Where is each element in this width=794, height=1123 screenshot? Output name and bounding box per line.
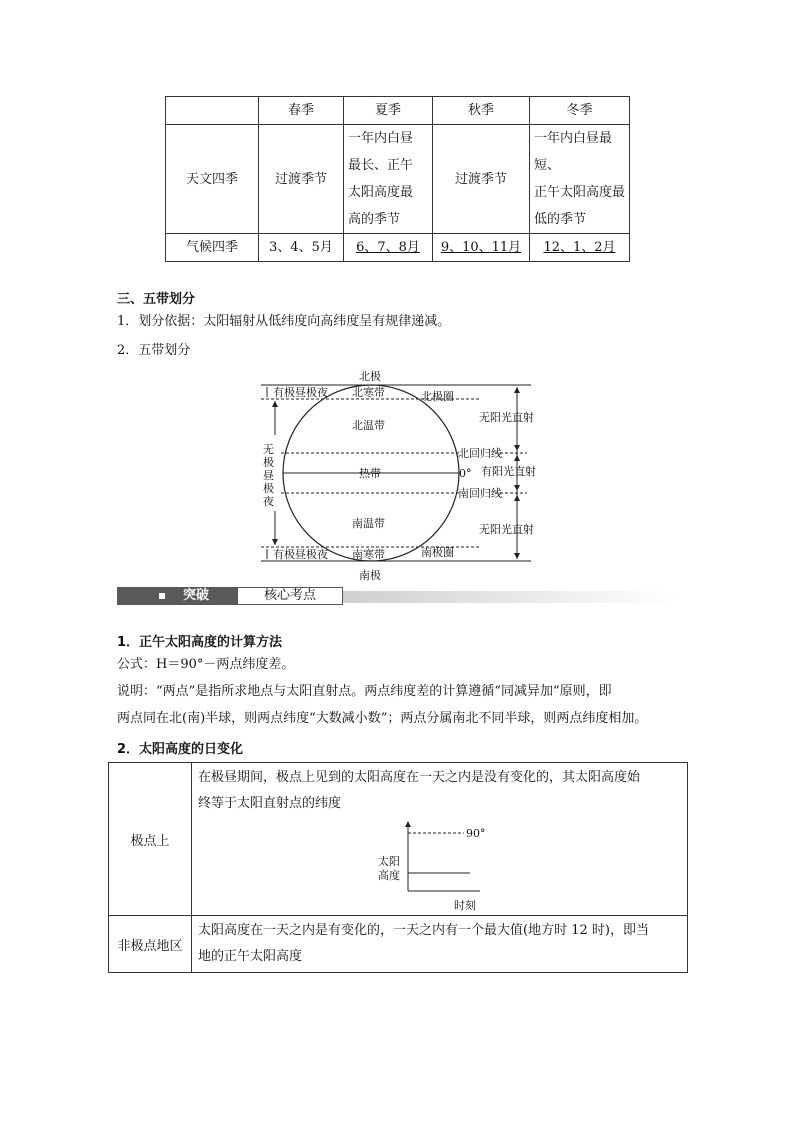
section3-item2: 2．五带划分 — [117, 343, 191, 358]
south-temperate-label: 南温带 — [352, 517, 385, 530]
climate-autumn-text: 9、10、11月 — [440, 240, 522, 255]
right-arrow-cancer-down — [514, 445, 520, 451]
climate-winter — [530, 234, 630, 262]
tropic-cancer-label: 北回归线 — [458, 447, 502, 460]
no-direct-north-label: 无阳光直射 — [479, 411, 534, 424]
astro-summer-line: 一年内白昼 — [348, 131, 414, 146]
tropic-zone-label: 热带 — [359, 467, 381, 480]
graph-ylabel-1: 太阳 — [378, 855, 400, 868]
south-pole-label: 南极 — [359, 569, 381, 582]
astro-label: 天文四季 — [166, 125, 259, 234]
climate-summer-text: 6、7、8月 — [356, 240, 420, 255]
tropic-capricorn-label: 南回归线 — [458, 487, 502, 500]
climate-summer — [344, 234, 433, 262]
astro-summer-line: 太阳高度最 — [348, 185, 414, 200]
core-note-line2: 两点同在北(南)半球，则两点纬度“大数减小数”；两点分属南北不同半球，则两点纬度相加。 — [117, 711, 648, 726]
graph-ylabel-2: 高度 — [378, 869, 400, 882]
south-polar-day-night-label: 有极昼极夜 — [273, 548, 328, 561]
header-autumn: 秋季 — [433, 97, 530, 125]
section3-item1: 1．划分依据：太阳辐射从低纬度向高纬度呈有规律递减。 — [117, 314, 451, 329]
arrowhead-down — [272, 539, 278, 545]
pole-text-line2: 终等于太阳直射点的纬度 — [198, 796, 342, 811]
right-arrow-capricorn-up — [514, 495, 520, 501]
right-arrow-top — [514, 387, 520, 393]
equator-degree-label: 0° — [459, 467, 472, 480]
arrowhead-up — [272, 401, 278, 407]
no-polar-char: 极 — [263, 482, 274, 495]
astro-winter-line: 一年内白昼最短、 — [534, 131, 613, 173]
right-arrow-bottom — [514, 553, 520, 559]
north-temperate-label: 北温带 — [352, 419, 385, 432]
section-band — [117, 587, 677, 607]
astro-seasons-row — [166, 125, 630, 234]
right-arrow-capricorn-down — [514, 485, 520, 491]
seasons-table — [165, 96, 630, 262]
core-item2-title: 2．太阳高度的日变化 — [117, 742, 244, 757]
climate-autumn — [433, 234, 530, 262]
north-frigid-label: 北寒带 — [352, 386, 385, 399]
altitude-row-nonpole — [109, 916, 688, 973]
graph-xlabel: 时刻 — [454, 899, 476, 912]
five-zones-diagram — [255, 365, 555, 583]
pole-altitude-graph — [378, 817, 518, 913]
section3-title: 三、五带划分 — [117, 292, 196, 307]
no-polar-char: 夜 — [263, 495, 274, 508]
pole-label: 极点上 — [109, 763, 192, 916]
seasons-header-row — [166, 97, 630, 125]
header-spring: 春季 — [259, 97, 344, 125]
right-arrow-cancer-up — [514, 455, 520, 461]
no-polar-char: 极 — [263, 456, 274, 469]
climate-winter-text: 12、1、2月 — [543, 240, 616, 255]
antarctic-circle-label: 南极圈 — [421, 546, 454, 559]
climate-label: 气候四季 — [166, 234, 259, 262]
graph-90-label: 90° — [466, 827, 486, 840]
astro-winter-line: 低的季节 — [534, 212, 587, 227]
core-note-line1: 说明：“两点”是指所求地点与太阳直射点。两点纬度差的计算遵循“同减异加”原则，即 — [117, 684, 612, 699]
header-empty-cell — [166, 97, 259, 125]
north-pole-label: 北极 — [359, 370, 381, 383]
header-summer: 夏季 — [344, 97, 433, 125]
no-direct-south-label: 无阳光直射 — [479, 523, 534, 536]
astro-summer — [344, 125, 433, 234]
climate-spring: 3、4、5月 — [259, 234, 344, 262]
header-winter: 冬季 — [530, 97, 630, 125]
core-formula: 公式：H＝90°－两点纬度差。 — [117, 657, 295, 672]
band-left-text: 突破 — [183, 588, 210, 603]
nonpole-label: 非极点地区 — [109, 916, 192, 973]
nonpole-text-line2: 地的正午太阳高度 — [198, 949, 303, 964]
no-polar-char: 无 — [263, 443, 274, 456]
graph-y-arrow — [405, 821, 411, 827]
pole-text-line1: 在极昼期间，极点上见到的太阳高度在一天之内是没有变化的，其太阳高度始 — [198, 770, 641, 785]
astro-autumn: 过渡季节 — [433, 125, 530, 234]
south-frigid-label: 南寒带 — [352, 548, 385, 561]
altitude-table — [108, 762, 688, 973]
astro-winter-line: 正午太阳高度最 — [534, 185, 626, 200]
astro-spring: 过渡季节 — [259, 125, 344, 234]
nonpole-content — [192, 916, 688, 973]
band-square-icon — [159, 593, 165, 599]
climate-seasons-row — [166, 234, 630, 262]
pole-content — [192, 763, 688, 916]
core-item1-title: 1．正午太阳高度的计算方法 — [117, 635, 283, 650]
has-direct-label: 有阳光直射 — [481, 465, 536, 478]
astro-summer-line: 高的季节 — [348, 212, 401, 227]
astro-winter — [530, 125, 630, 234]
nonpole-text-line1: 太阳高度在一天之内是有变化的，一天之内有一个最大值(地方时 12 时)，即当 — [198, 923, 649, 938]
altitude-row-pole — [109, 763, 688, 916]
arctic-circle-label: 北极圈 — [421, 390, 454, 403]
astro-summer-line: 最长、正午 — [348, 158, 414, 173]
band-right-box: 核心考点 — [237, 587, 343, 605]
band-gradient — [343, 591, 677, 603]
north-polar-day-night-label: 有极昼极夜 — [273, 386, 328, 399]
band-dark-block — [117, 587, 237, 605]
no-polar-char: 昼 — [263, 469, 274, 482]
